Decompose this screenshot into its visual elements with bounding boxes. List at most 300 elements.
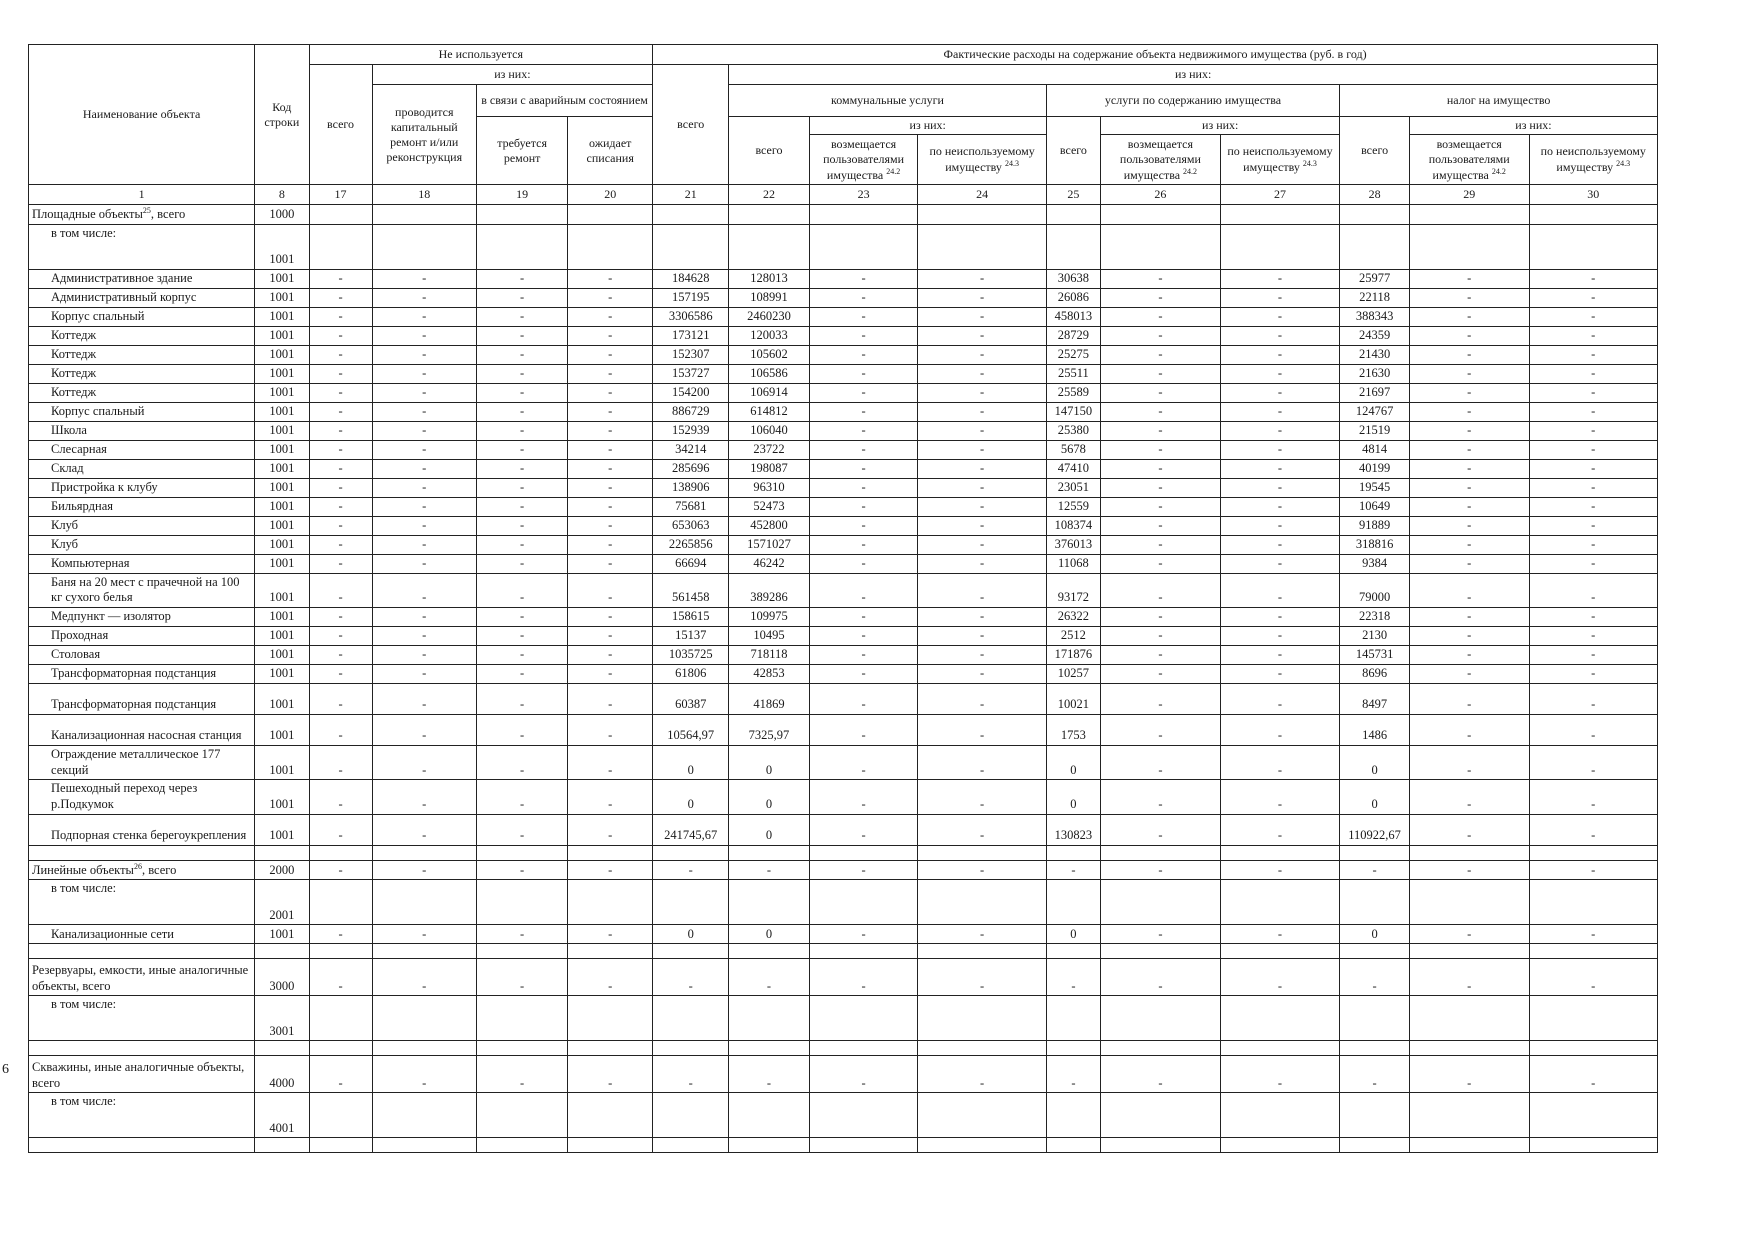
value-cell: -	[918, 959, 1046, 996]
object-name: Корпус спальный	[29, 402, 255, 421]
table-row	[29, 478, 1658, 497]
value-cell: -	[1101, 440, 1221, 459]
value-cell: 66694	[653, 554, 729, 573]
row-code: 1001	[255, 608, 309, 627]
value-cell: 285696	[653, 459, 729, 478]
including-label: в том числе:	[29, 880, 255, 925]
value-cell	[729, 224, 809, 269]
value-cell	[729, 205, 809, 225]
value-cell: 105602	[729, 345, 809, 364]
value-cell: 108991	[729, 288, 809, 307]
value-cell: -	[568, 715, 653, 746]
object-name: Медпункт — изолятор	[29, 608, 255, 627]
value-cell: 108374	[1046, 516, 1100, 535]
value-cell: -	[1220, 627, 1340, 646]
object-name: Канализационная насосная станция	[29, 715, 255, 746]
value-cell: -	[918, 554, 1046, 573]
row-code: 1001	[255, 307, 309, 326]
value-cell: -	[568, 608, 653, 627]
value-cell: 653063	[653, 516, 729, 535]
value-cell: -	[372, 440, 476, 459]
value-cell	[1046, 224, 1100, 269]
including-row	[29, 224, 1658, 269]
value-cell: -	[372, 478, 476, 497]
table-row	[29, 925, 1658, 944]
value-cell: -	[1409, 459, 1529, 478]
empty-cell	[1529, 944, 1658, 959]
value-cell: -	[918, 925, 1046, 944]
column-number: 19	[476, 185, 567, 205]
section-total-row	[29, 205, 1658, 225]
value-cell: -	[1220, 715, 1340, 746]
table-row	[29, 364, 1658, 383]
empty-cell	[309, 944, 372, 959]
value-cell: -	[568, 814, 653, 845]
value-cell	[568, 1093, 653, 1138]
empty-cell	[309, 1041, 372, 1056]
value-cell: -	[476, 288, 567, 307]
value-cell: -	[1409, 780, 1529, 814]
value-cell: 561458	[653, 573, 729, 607]
value-cell: -	[809, 497, 918, 516]
value-cell: 241745,67	[653, 814, 729, 845]
value-cell: -	[372, 345, 476, 364]
header-not-used-total: всего	[309, 65, 372, 185]
value-cell	[1340, 205, 1410, 225]
value-cell: 2130	[1340, 627, 1410, 646]
value-cell: -	[1409, 959, 1529, 996]
header-property-tax: налог на имущество	[1340, 85, 1658, 117]
table-row	[29, 459, 1658, 478]
header-tax-unused: по неиспользуемому имуществу $^{24.3}$	[1529, 135, 1658, 185]
value-cell	[372, 1093, 476, 1138]
row-code: 1001	[255, 554, 309, 573]
header-code: Код строки	[255, 45, 309, 185]
value-cell: 19545	[1340, 478, 1410, 497]
value-cell: -	[1220, 959, 1340, 996]
empty-cell	[918, 944, 1046, 959]
section-title	[29, 205, 255, 225]
value-cell: 157195	[653, 288, 729, 307]
column-number: 18	[372, 185, 476, 205]
value-cell: 1571027	[729, 535, 809, 554]
object-name: Коттедж	[29, 364, 255, 383]
empty-cell	[1340, 845, 1410, 860]
table-row	[29, 715, 1658, 746]
empty-cell	[1046, 1138, 1100, 1153]
value-cell	[1409, 880, 1529, 925]
value-cell: -	[1101, 535, 1221, 554]
row-code: 1001	[255, 627, 309, 646]
header-not-used-of-them: из них:	[372, 65, 653, 85]
row-code: 1001	[255, 646, 309, 665]
value-cell: 0	[729, 814, 809, 845]
value-cell	[568, 224, 653, 269]
value-cell: 106914	[729, 383, 809, 402]
empty-cell	[1409, 845, 1529, 860]
value-cell: -	[1340, 959, 1410, 996]
value-cell: -	[1529, 715, 1658, 746]
header-actual-costs: Фактические расходы на содержание объекта недвижимого имущества (руб. в год)	[653, 45, 1658, 65]
object-name: Административное здание	[29, 269, 255, 288]
value-cell: -	[372, 459, 476, 478]
value-cell: 10564,97	[653, 715, 729, 746]
empty-cell	[1409, 944, 1529, 959]
value-cell: -	[1529, 573, 1658, 607]
value-cell: -	[372, 814, 476, 845]
value-cell: 4814	[1340, 440, 1410, 459]
value-cell: -	[1409, 516, 1529, 535]
value-cell: -	[918, 459, 1046, 478]
value-cell: -	[1529, 925, 1658, 944]
empty-cell	[1529, 1138, 1658, 1153]
empty-cell	[372, 944, 476, 959]
empty-cell	[255, 1041, 309, 1056]
value-cell: -	[309, 608, 372, 627]
value-cell: -	[568, 573, 653, 607]
value-cell	[653, 224, 729, 269]
header-utilities-reimbursed: возмещается пользователями имущества $^{24.2}$	[809, 135, 918, 185]
value-cell	[372, 205, 476, 225]
empty-cell	[29, 1138, 255, 1153]
value-cell: -	[918, 814, 1046, 845]
value-cell	[568, 205, 653, 225]
report-sheet	[28, 44, 1658, 1153]
value-cell: -	[918, 326, 1046, 345]
value-cell: -	[372, 535, 476, 554]
value-cell: -	[309, 746, 372, 780]
including-label: в том числе:	[29, 1093, 255, 1138]
empty-cell	[653, 1138, 729, 1153]
value-cell: -	[372, 746, 476, 780]
value-cell: -	[372, 307, 476, 326]
value-cell: -	[918, 402, 1046, 421]
value-cell: -	[1046, 959, 1100, 996]
value-cell: 318816	[1340, 535, 1410, 554]
value-cell: -	[1046, 1056, 1100, 1093]
value-cell: -	[309, 516, 372, 535]
value-cell: 52473	[729, 497, 809, 516]
value-cell	[1340, 880, 1410, 925]
value-cell: -	[1409, 627, 1529, 646]
value-cell: -	[1409, 925, 1529, 944]
value-cell: -	[1529, 746, 1658, 780]
value-cell: -	[476, 402, 567, 421]
value-cell: -	[476, 516, 567, 535]
value-cell: -	[1529, 814, 1658, 845]
column-number-row	[29, 185, 1658, 205]
value-cell: -	[1220, 459, 1340, 478]
table-row	[29, 307, 1658, 326]
value-cell: -	[729, 860, 809, 880]
value-cell: -	[1101, 959, 1221, 996]
empty-cell	[568, 1041, 653, 1056]
spacer-row	[29, 944, 1658, 959]
object-name: Склад	[29, 459, 255, 478]
value-cell: -	[568, 478, 653, 497]
table-row	[29, 627, 1658, 646]
value-cell: -	[1529, 402, 1658, 421]
value-cell: -	[809, 646, 918, 665]
value-cell: -	[809, 554, 918, 573]
value-cell: -	[372, 269, 476, 288]
value-cell: -	[568, 535, 653, 554]
value-cell: -	[1529, 459, 1658, 478]
row-code: 2000	[255, 860, 309, 880]
including-row	[29, 880, 1658, 925]
value-cell: -	[918, 715, 1046, 746]
value-cell	[309, 880, 372, 925]
value-cell	[1101, 996, 1221, 1041]
empty-cell	[1101, 1138, 1221, 1153]
empty-cell	[1220, 1138, 1340, 1153]
value-cell: -	[568, 516, 653, 535]
value-cell: -	[372, 627, 476, 646]
value-cell: -	[568, 860, 653, 880]
value-cell	[729, 996, 809, 1041]
table-row	[29, 383, 1658, 402]
value-cell: -	[372, 516, 476, 535]
value-cell: -	[372, 665, 476, 684]
value-cell	[729, 1093, 809, 1138]
including-label: в том числе:	[29, 996, 255, 1041]
object-name: Подпорная стенка берегоукрепления	[29, 814, 255, 845]
header-utilities-of-them: из них:	[809, 117, 1046, 135]
row-code: 1001	[255, 925, 309, 944]
empty-cell	[809, 1041, 918, 1056]
value-cell: -	[1529, 646, 1658, 665]
value-cell: -	[372, 554, 476, 573]
value-cell: 0	[653, 925, 729, 944]
value-cell: -	[372, 288, 476, 307]
object-name: Столовая	[29, 646, 255, 665]
value-cell: -	[809, 478, 918, 497]
value-cell: -	[918, 440, 1046, 459]
value-cell: -	[372, 1056, 476, 1093]
value-cell: -	[309, 959, 372, 996]
table-row	[29, 608, 1658, 627]
row-code: 1001	[255, 288, 309, 307]
row-code: 1001	[255, 269, 309, 288]
object-name: Баня на 20 мест с прачечной на 100 кг сухого белья	[29, 573, 255, 607]
value-cell: -	[476, 383, 567, 402]
value-cell: -	[918, 860, 1046, 880]
row-code: 1001	[255, 383, 309, 402]
empty-cell	[29, 944, 255, 959]
value-cell	[1529, 1093, 1658, 1138]
value-cell: -	[1409, 440, 1529, 459]
value-cell: 109975	[729, 608, 809, 627]
table-row	[29, 326, 1658, 345]
value-cell	[476, 880, 567, 925]
value-cell: -	[918, 421, 1046, 440]
value-cell: -	[476, 959, 567, 996]
value-cell: -	[918, 665, 1046, 684]
empty-cell	[1046, 1041, 1100, 1056]
value-cell: -	[918, 383, 1046, 402]
value-cell: -	[1220, 440, 1340, 459]
object-name: Трансформаторная подстанция	[29, 684, 255, 715]
value-cell: -	[1529, 684, 1658, 715]
spacer-row	[29, 1138, 1658, 1153]
value-cell: -	[809, 288, 918, 307]
object-name: Канализационные сети	[29, 925, 255, 944]
header-maintenance-reimbursed: возмещается пользователями имущества $^{24.2}$	[1101, 135, 1221, 185]
value-cell: -	[476, 814, 567, 845]
value-cell: -	[568, 440, 653, 459]
object-name: Коттедж	[29, 383, 255, 402]
value-cell: -	[1101, 345, 1221, 364]
value-cell: -	[1529, 345, 1658, 364]
value-cell: -	[1529, 478, 1658, 497]
value-cell: 2460230	[729, 307, 809, 326]
value-cell: -	[476, 364, 567, 383]
value-cell: -	[1529, 497, 1658, 516]
value-cell: -	[476, 608, 567, 627]
empty-cell	[653, 944, 729, 959]
object-name: Пешеходный переход через р.Подкумок	[29, 780, 255, 814]
value-cell: -	[309, 1056, 372, 1093]
empty-cell	[476, 1041, 567, 1056]
value-cell	[918, 224, 1046, 269]
value-cell: -	[1340, 860, 1410, 880]
value-cell: 23722	[729, 440, 809, 459]
value-cell: 0	[1046, 780, 1100, 814]
value-cell: -	[1101, 608, 1221, 627]
header-utilities-unused: по неиспользуемому имуществу $^{24.3}$	[918, 135, 1046, 185]
empty-cell	[1220, 1041, 1340, 1056]
value-cell: -	[1220, 608, 1340, 627]
value-cell: -	[809, 746, 918, 780]
value-cell	[1409, 205, 1529, 225]
value-cell: -	[476, 345, 567, 364]
value-cell: -	[918, 608, 1046, 627]
value-cell: 0	[653, 746, 729, 780]
value-cell: -	[476, 646, 567, 665]
value-cell: -	[809, 608, 918, 627]
column-number: 21	[653, 185, 729, 205]
value-cell: 75681	[653, 497, 729, 516]
value-cell: -	[1220, 307, 1340, 326]
table-row	[29, 440, 1658, 459]
value-cell: -	[1220, 684, 1340, 715]
value-cell: -	[1409, 269, 1529, 288]
value-cell	[1529, 205, 1658, 225]
including-row	[29, 1093, 1658, 1138]
value-cell: -	[809, 684, 918, 715]
value-cell: -	[568, 307, 653, 326]
header-capital-repair: проводится капитальный ремонт и/или реконструкция	[372, 85, 476, 185]
including-label: в том числе:	[29, 224, 255, 269]
value-cell: -	[653, 1056, 729, 1093]
value-cell: 10649	[1340, 497, 1410, 516]
value-cell	[1046, 996, 1100, 1041]
value-cell: -	[809, 715, 918, 746]
value-cell: -	[729, 1056, 809, 1093]
value-cell: -	[1409, 715, 1529, 746]
header-needs-repair: требуется ремонт	[476, 117, 567, 185]
value-cell: -	[918, 516, 1046, 535]
value-cell: -	[568, 554, 653, 573]
column-number: 24	[918, 185, 1046, 205]
table-row	[29, 573, 1658, 607]
value-cell: -	[1409, 746, 1529, 780]
value-cell: -	[1101, 1056, 1221, 1093]
value-cell: -	[1220, 925, 1340, 944]
value-cell: -	[1101, 402, 1221, 421]
column-number: 23	[809, 185, 918, 205]
row-code: 3000	[255, 959, 309, 996]
header-awaits-writeoff: ожидает списания	[568, 117, 653, 185]
value-cell: -	[372, 402, 476, 421]
object-name: Слесарная	[29, 440, 255, 459]
object-name: Пристройка к клубу	[29, 478, 255, 497]
value-cell	[1529, 996, 1658, 1041]
value-cell	[476, 205, 567, 225]
value-cell: 22318	[1340, 608, 1410, 627]
value-cell: 120033	[729, 326, 809, 345]
value-cell	[309, 205, 372, 225]
value-cell	[1220, 880, 1340, 925]
value-cell: 11068	[1046, 554, 1100, 573]
value-cell: -	[1220, 646, 1340, 665]
section-title-text: Скважины, иные аналогичные объекты, всего	[32, 1060, 245, 1090]
table-row	[29, 646, 1658, 665]
value-cell: -	[476, 440, 567, 459]
value-cell: 106040	[729, 421, 809, 440]
header-maintenance-total: всего	[1046, 117, 1100, 185]
row-code: 1001	[255, 516, 309, 535]
row-code: 1001	[255, 364, 309, 383]
value-cell: -	[372, 421, 476, 440]
value-cell: -	[1101, 497, 1221, 516]
value-cell	[918, 1093, 1046, 1138]
value-cell: -	[568, 421, 653, 440]
row-code: 1001	[255, 814, 309, 845]
value-cell: -	[1529, 307, 1658, 326]
value-cell: -	[1529, 364, 1658, 383]
value-cell: -	[1409, 665, 1529, 684]
value-cell: -	[568, 780, 653, 814]
value-cell: 5678	[1046, 440, 1100, 459]
value-cell: -	[809, 535, 918, 554]
value-cell	[809, 224, 918, 269]
value-cell: -	[476, 780, 567, 814]
value-cell: 40199	[1340, 459, 1410, 478]
empty-cell	[255, 845, 309, 860]
empty-cell	[1409, 1138, 1529, 1153]
empty-cell	[729, 1041, 809, 1056]
value-cell: 138906	[653, 478, 729, 497]
value-cell: 42853	[729, 665, 809, 684]
value-cell	[653, 996, 729, 1041]
value-cell	[653, 880, 729, 925]
value-cell: 718118	[729, 646, 809, 665]
value-cell: -	[1220, 269, 1340, 288]
empty-cell	[309, 1138, 372, 1153]
value-cell: -	[1409, 288, 1529, 307]
value-cell: 130823	[1046, 814, 1100, 845]
value-cell: 93172	[1046, 573, 1100, 607]
value-cell: -	[568, 383, 653, 402]
object-name: Коттедж	[29, 345, 255, 364]
value-cell: -	[568, 684, 653, 715]
empty-cell	[476, 1138, 567, 1153]
value-cell: -	[309, 440, 372, 459]
value-cell: 388343	[1340, 307, 1410, 326]
value-cell: -	[309, 497, 372, 516]
row-code: 1000	[255, 205, 309, 225]
